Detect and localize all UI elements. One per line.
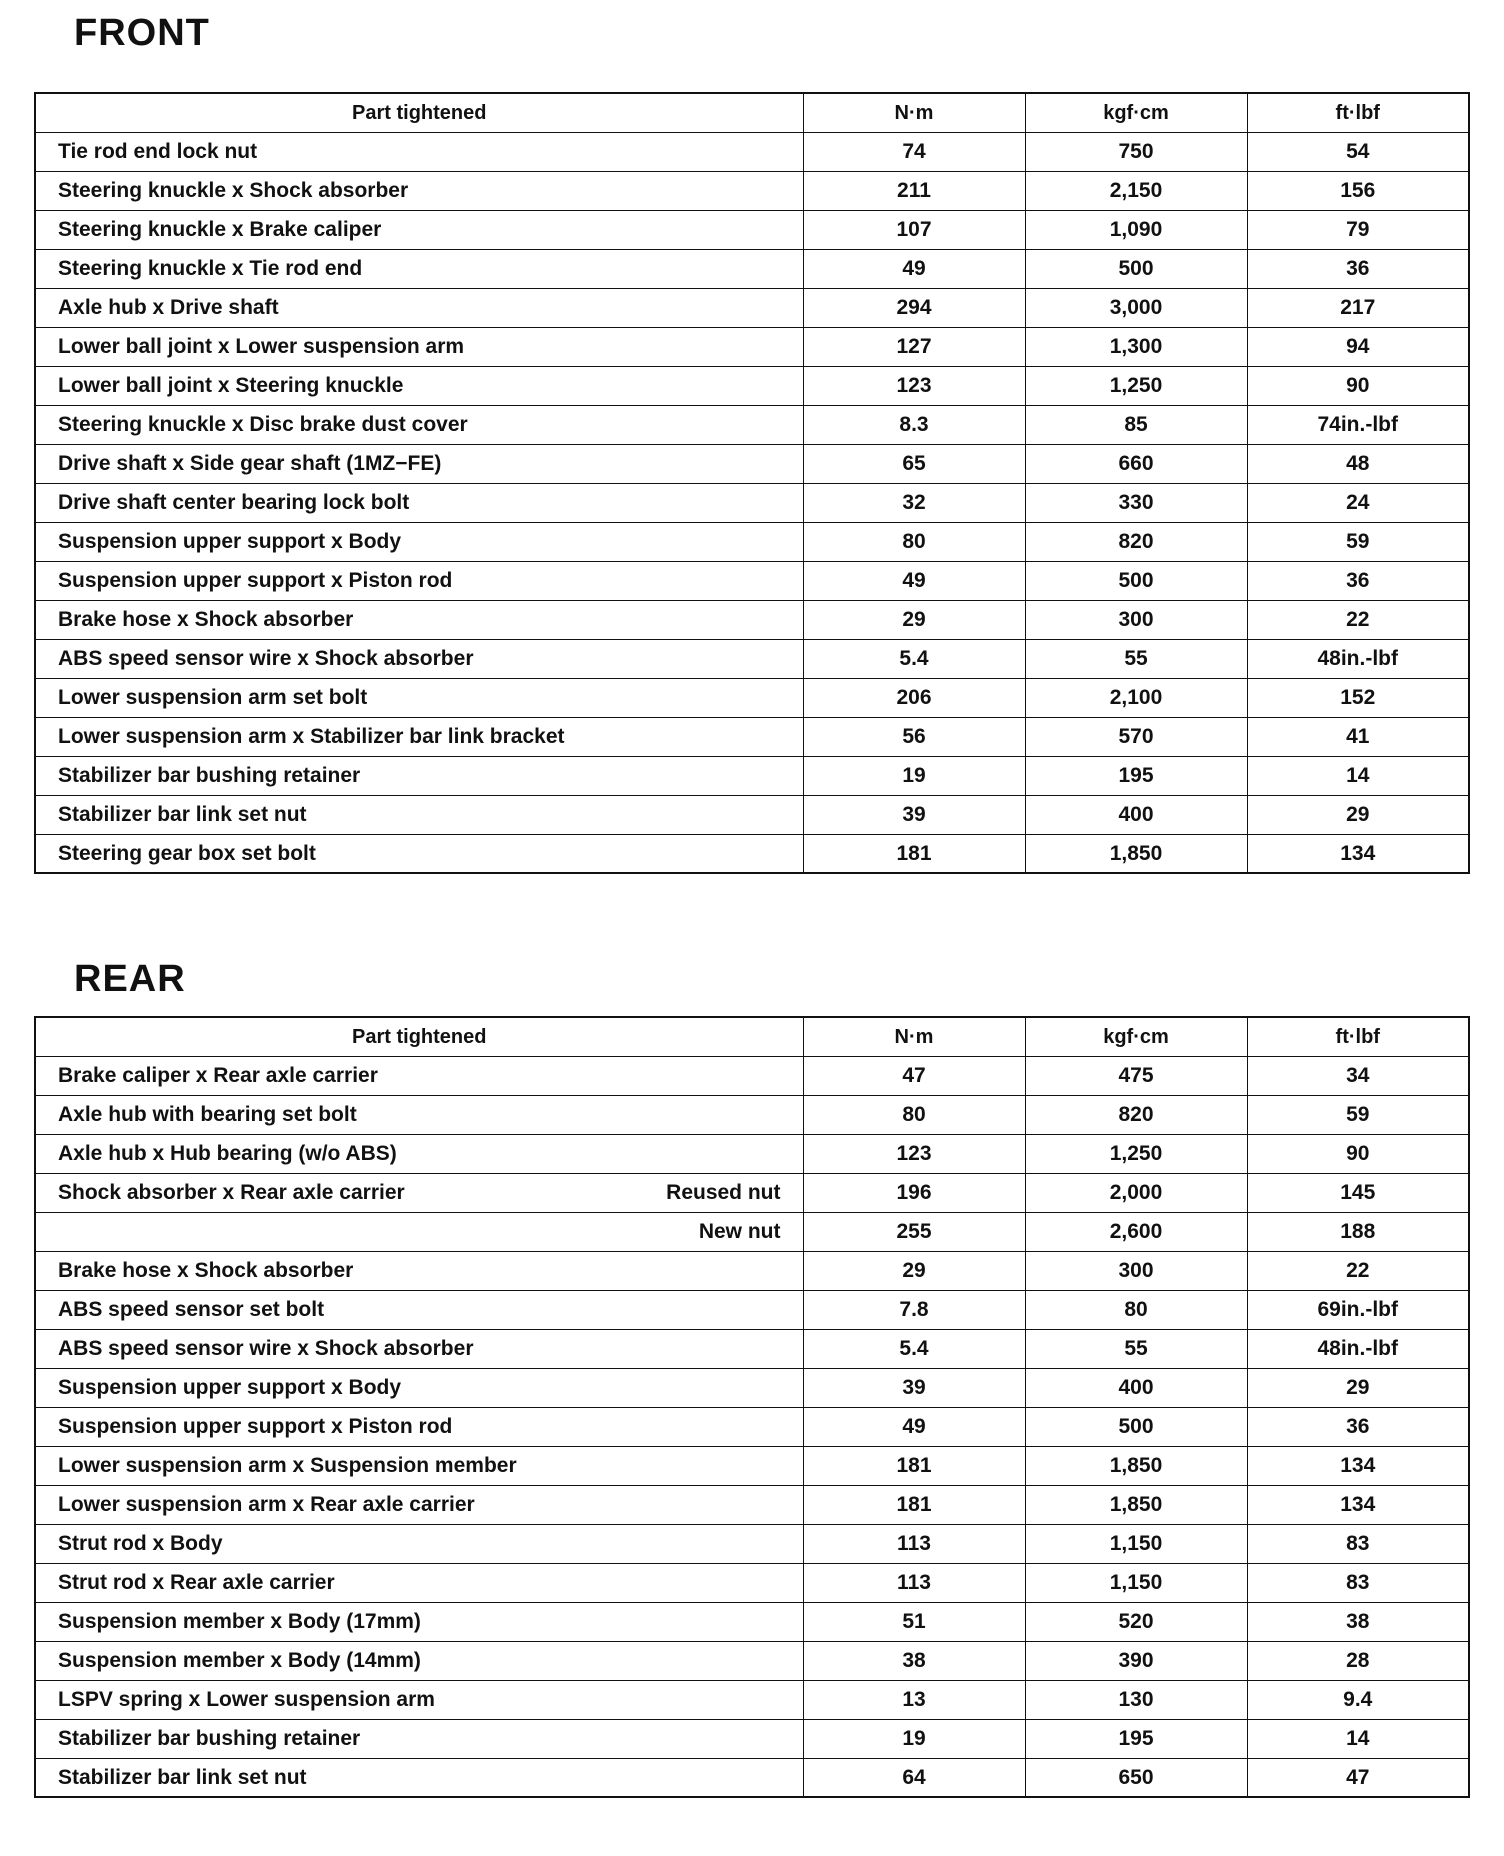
ftlbf-value-cell: 83 xyxy=(1247,1563,1469,1602)
part-tightened-cell: Drive shaft x Side gear shaft (1MZ−FE) xyxy=(35,444,803,483)
ftlbf-value-cell: 38 xyxy=(1247,1602,1469,1641)
ftlbf-value-cell: 59 xyxy=(1247,522,1469,561)
nm-value-cell: 19 xyxy=(803,1719,1025,1758)
kgfcm-value-cell: 2,100 xyxy=(1025,678,1247,717)
ftlbf-value-cell: 156 xyxy=(1247,171,1469,210)
nm-value-cell: 5.4 xyxy=(803,639,1025,678)
ftlbf-value-cell: 188 xyxy=(1247,1212,1469,1251)
nm-value-cell: 107 xyxy=(803,210,1025,249)
nm-value-cell: 294 xyxy=(803,288,1025,327)
nm-value-cell: 64 xyxy=(803,1758,1025,1797)
kgfcm-value-cell: 2,000 xyxy=(1025,1173,1247,1212)
ftlbf-value-cell: 134 xyxy=(1247,834,1469,873)
ftlbf-value-cell: 74in.-lbf xyxy=(1247,405,1469,444)
table-row xyxy=(35,1719,1469,1758)
part-tightened-cell: Drive shaft center bearing lock bolt xyxy=(35,483,803,522)
table-row xyxy=(35,1524,1469,1563)
ftlbf-value-cell: 36 xyxy=(1247,249,1469,288)
table-row xyxy=(35,210,1469,249)
part-tightened-cell: Suspension upper support x Body xyxy=(35,1368,803,1407)
part-tightened-cell: Suspension upper support x Piston rod xyxy=(35,1407,803,1446)
nm-value-cell: 8.3 xyxy=(803,405,1025,444)
kgfcm-value-cell: 1,150 xyxy=(1025,1563,1247,1602)
part-tightened-cell: Strut rod x Body xyxy=(35,1524,803,1563)
kgfcm-value-cell: 1,090 xyxy=(1025,210,1247,249)
table-row xyxy=(35,132,1469,171)
nm-value-cell: 65 xyxy=(803,444,1025,483)
header-part-tightened: Part tightened xyxy=(35,93,803,132)
ftlbf-value-cell: 69in.-lbf xyxy=(1247,1290,1469,1329)
table-row xyxy=(35,756,1469,795)
part-tightened-cell: Suspension member x Body (14mm) xyxy=(35,1641,803,1680)
kgfcm-value-cell: 80 xyxy=(1025,1290,1247,1329)
kgfcm-value-cell: 390 xyxy=(1025,1641,1247,1680)
kgfcm-value-cell: 3,000 xyxy=(1025,288,1247,327)
nm-value-cell: 7.8 xyxy=(803,1290,1025,1329)
table-row xyxy=(35,834,1469,873)
table-row xyxy=(35,1407,1469,1446)
front-table-body xyxy=(35,132,1469,873)
table-row xyxy=(35,1602,1469,1641)
part-tightened-cell: Steering gear box set bolt xyxy=(35,834,803,873)
part-note: Reused nut xyxy=(666,1181,781,1204)
nm-value-cell: 255 xyxy=(803,1212,1025,1251)
nm-value-cell: 80 xyxy=(803,522,1025,561)
part-tightened-cell: ABS speed sensor wire x Shock absorber xyxy=(35,1329,803,1368)
kgfcm-value-cell: 500 xyxy=(1025,1407,1247,1446)
table-row xyxy=(35,1056,1469,1095)
rear-table-body xyxy=(35,1056,1469,1797)
nm-value-cell: 211 xyxy=(803,171,1025,210)
ftlbf-value-cell: 54 xyxy=(1247,132,1469,171)
ftlbf-value-cell: 36 xyxy=(1247,561,1469,600)
part-tightened-cell: Lower suspension arm x Suspension member xyxy=(35,1446,803,1485)
table-row xyxy=(35,600,1469,639)
kgfcm-value-cell: 195 xyxy=(1025,756,1247,795)
table-row xyxy=(35,1212,1469,1251)
part-tightened-cell: Lower suspension arm set bolt xyxy=(35,678,803,717)
kgfcm-value-cell: 300 xyxy=(1025,600,1247,639)
table-row xyxy=(35,561,1469,600)
table-row xyxy=(35,522,1469,561)
table-row xyxy=(35,1134,1469,1173)
nm-value-cell: 13 xyxy=(803,1680,1025,1719)
ftlbf-value-cell: 24 xyxy=(1247,483,1469,522)
table-row xyxy=(35,1485,1469,1524)
kgfcm-value-cell: 1,300 xyxy=(1025,327,1247,366)
part-tightened-cell: Brake caliper x Rear axle carrier xyxy=(35,1056,803,1095)
kgfcm-value-cell: 55 xyxy=(1025,1329,1247,1368)
kgfcm-value-cell: 660 xyxy=(1025,444,1247,483)
nm-value-cell: 113 xyxy=(803,1524,1025,1563)
header-part-tightened: Part tightened xyxy=(35,1017,803,1056)
part-tightened-cell: Brake hose x Shock absorber xyxy=(35,600,803,639)
rear-torque-table xyxy=(34,1016,1470,1798)
ftlbf-value-cell: 29 xyxy=(1247,1368,1469,1407)
ftlbf-value-cell: 41 xyxy=(1247,717,1469,756)
part-tightened-cell: Steering knuckle x Shock absorber xyxy=(35,171,803,210)
part-tightened-cell: Stabilizer bar link set nut xyxy=(35,795,803,834)
nm-value-cell: 74 xyxy=(803,132,1025,171)
kgfcm-value-cell: 2,600 xyxy=(1025,1212,1247,1251)
kgfcm-value-cell: 820 xyxy=(1025,522,1247,561)
ftlbf-value-cell: 90 xyxy=(1247,1134,1469,1173)
part-note: New nut xyxy=(698,1220,781,1243)
nm-value-cell: 49 xyxy=(803,1407,1025,1446)
kgfcm-value-cell: 570 xyxy=(1025,717,1247,756)
table-row xyxy=(35,678,1469,717)
table-row xyxy=(35,1758,1469,1797)
table-row xyxy=(35,249,1469,288)
ftlbf-value-cell: 152 xyxy=(1247,678,1469,717)
ftlbf-value-cell: 22 xyxy=(1247,1251,1469,1290)
nm-value-cell: 49 xyxy=(803,249,1025,288)
table-row xyxy=(35,171,1469,210)
header-ftlbf: ft·lbf xyxy=(1247,1017,1469,1056)
nm-value-cell: 47 xyxy=(803,1056,1025,1095)
nm-value-cell: 5.4 xyxy=(803,1329,1025,1368)
nm-value-cell: 38 xyxy=(803,1641,1025,1680)
part-tightened-cell xyxy=(35,1212,803,1251)
nm-value-cell: 206 xyxy=(803,678,1025,717)
kgfcm-value-cell: 85 xyxy=(1025,405,1247,444)
kgfcm-value-cell: 1,150 xyxy=(1025,1524,1247,1563)
table-row xyxy=(35,1329,1469,1368)
table-header-row xyxy=(35,1017,1469,1056)
kgfcm-value-cell: 650 xyxy=(1025,1758,1247,1797)
table-row xyxy=(35,1368,1469,1407)
nm-value-cell: 80 xyxy=(803,1095,1025,1134)
ftlbf-value-cell: 48 xyxy=(1247,444,1469,483)
part-tightened-cell: Suspension upper support x Piston rod xyxy=(35,561,803,600)
ftlbf-value-cell: 94 xyxy=(1247,327,1469,366)
ftlbf-value-cell: 34 xyxy=(1247,1056,1469,1095)
table-row xyxy=(35,1290,1469,1329)
part-tightened-cell: LSPV spring x Lower suspension arm xyxy=(35,1680,803,1719)
ftlbf-value-cell: 59 xyxy=(1247,1095,1469,1134)
nm-value-cell: 32 xyxy=(803,483,1025,522)
table-row xyxy=(35,1446,1469,1485)
nm-value-cell: 113 xyxy=(803,1563,1025,1602)
ftlbf-value-cell: 217 xyxy=(1247,288,1469,327)
nm-value-cell: 56 xyxy=(803,717,1025,756)
nm-value-cell: 181 xyxy=(803,834,1025,873)
nm-value-cell: 49 xyxy=(803,561,1025,600)
nm-value-cell: 196 xyxy=(803,1173,1025,1212)
kgfcm-value-cell: 500 xyxy=(1025,249,1247,288)
kgfcm-value-cell: 195 xyxy=(1025,1719,1247,1758)
table-row xyxy=(35,1680,1469,1719)
table-row xyxy=(35,444,1469,483)
nm-value-cell: 39 xyxy=(803,795,1025,834)
part-tightened-cell: Axle hub with bearing set bolt xyxy=(35,1095,803,1134)
kgfcm-value-cell: 300 xyxy=(1025,1251,1247,1290)
ftlbf-value-cell: 22 xyxy=(1247,600,1469,639)
part-name: Shock absorber x Rear axle carrier xyxy=(58,1181,405,1204)
nm-value-cell: 123 xyxy=(803,1134,1025,1173)
table-row xyxy=(35,366,1469,405)
part-tightened-cell: Axle hub x Drive shaft xyxy=(35,288,803,327)
kgfcm-value-cell: 820 xyxy=(1025,1095,1247,1134)
part-tightened-cell: Suspension upper support x Body xyxy=(35,522,803,561)
part-tightened-cell: Steering knuckle x Brake caliper xyxy=(35,210,803,249)
table-row xyxy=(35,1095,1469,1134)
rear-section-title: REAR xyxy=(74,958,186,1000)
part-tightened-cell: Lower suspension arm x Stabilizer bar link bracket xyxy=(35,717,803,756)
ftlbf-value-cell: 83 xyxy=(1247,1524,1469,1563)
kgfcm-value-cell: 130 xyxy=(1025,1680,1247,1719)
nm-value-cell: 51 xyxy=(803,1602,1025,1641)
ftlbf-value-cell: 79 xyxy=(1247,210,1469,249)
kgfcm-value-cell: 1,850 xyxy=(1025,834,1247,873)
kgfcm-value-cell: 1,250 xyxy=(1025,366,1247,405)
header-ftlbf: ft·lbf xyxy=(1247,93,1469,132)
ftlbf-value-cell: 90 xyxy=(1247,366,1469,405)
kgfcm-value-cell: 400 xyxy=(1025,795,1247,834)
table-row xyxy=(35,327,1469,366)
front-section-title: FRONT xyxy=(74,12,210,54)
table-row xyxy=(35,1173,1469,1212)
nm-value-cell: 127 xyxy=(803,327,1025,366)
part-tightened-cell: Lower suspension arm x Rear axle carrier xyxy=(35,1485,803,1524)
part-tightened-cell: ABS speed sensor wire x Shock absorber xyxy=(35,639,803,678)
ftlbf-value-cell: 36 xyxy=(1247,1407,1469,1446)
kgfcm-value-cell: 1,250 xyxy=(1025,1134,1247,1173)
ftlbf-value-cell: 14 xyxy=(1247,1719,1469,1758)
kgfcm-value-cell: 750 xyxy=(1025,132,1247,171)
kgfcm-value-cell: 2,150 xyxy=(1025,171,1247,210)
table-row xyxy=(35,405,1469,444)
part-tightened-cell: Suspension member x Body (17mm) xyxy=(35,1602,803,1641)
kgfcm-value-cell: 55 xyxy=(1025,639,1247,678)
kgfcm-value-cell: 1,850 xyxy=(1025,1446,1247,1485)
part-tightened-cell: Axle hub x Hub bearing (w/o ABS) xyxy=(35,1134,803,1173)
table-row xyxy=(35,483,1469,522)
ftlbf-value-cell: 9.4 xyxy=(1247,1680,1469,1719)
part-tightened-cell: ABS speed sensor set bolt xyxy=(35,1290,803,1329)
part-tightened-cell: Brake hose x Shock absorber xyxy=(35,1251,803,1290)
ftlbf-value-cell: 29 xyxy=(1247,795,1469,834)
nm-value-cell: 181 xyxy=(803,1485,1025,1524)
table-row xyxy=(35,1641,1469,1680)
table-header-row xyxy=(35,93,1469,132)
table-row xyxy=(35,717,1469,756)
header-kgfcm: kgf·cm xyxy=(1025,93,1247,132)
table-row xyxy=(35,795,1469,834)
header-kgfcm: kgf·cm xyxy=(1025,1017,1247,1056)
nm-value-cell: 181 xyxy=(803,1446,1025,1485)
kgfcm-value-cell: 500 xyxy=(1025,561,1247,600)
part-tightened-cell: Stabilizer bar bushing retainer xyxy=(35,1719,803,1758)
front-torque-table xyxy=(34,92,1470,874)
kgfcm-value-cell: 475 xyxy=(1025,1056,1247,1095)
nm-value-cell: 19 xyxy=(803,756,1025,795)
nm-value-cell: 29 xyxy=(803,600,1025,639)
nm-value-cell: 123 xyxy=(803,366,1025,405)
part-tightened-cell: Steering knuckle x Disc brake dust cover xyxy=(35,405,803,444)
table-row xyxy=(35,1563,1469,1602)
ftlbf-value-cell: 47 xyxy=(1247,1758,1469,1797)
table-row xyxy=(35,1251,1469,1290)
part-tightened-cell: Strut rod x Rear axle carrier xyxy=(35,1563,803,1602)
kgfcm-value-cell: 330 xyxy=(1025,483,1247,522)
part-tightened-cell: Stabilizer bar link set nut xyxy=(35,1758,803,1797)
table-row xyxy=(35,639,1469,678)
part-tightened-cell: Steering knuckle x Tie rod end xyxy=(35,249,803,288)
kgfcm-value-cell: 400 xyxy=(1025,1368,1247,1407)
ftlbf-value-cell: 48in.-lbf xyxy=(1247,1329,1469,1368)
part-tightened-cell: Lower ball joint x Lower suspension arm xyxy=(35,327,803,366)
nm-value-cell: 29 xyxy=(803,1251,1025,1290)
kgfcm-value-cell: 1,850 xyxy=(1025,1485,1247,1524)
header-nm: N·m xyxy=(803,1017,1025,1056)
ftlbf-value-cell: 14 xyxy=(1247,756,1469,795)
ftlbf-value-cell: 145 xyxy=(1247,1173,1469,1212)
part-tightened-cell xyxy=(35,1173,803,1212)
ftlbf-value-cell: 28 xyxy=(1247,1641,1469,1680)
part-tightened-cell: Lower ball joint x Steering knuckle xyxy=(35,366,803,405)
nm-value-cell: 39 xyxy=(803,1368,1025,1407)
table-row xyxy=(35,288,1469,327)
header-nm: N·m xyxy=(803,93,1025,132)
ftlbf-value-cell: 134 xyxy=(1247,1446,1469,1485)
part-tightened-cell: Tie rod end lock nut xyxy=(35,132,803,171)
ftlbf-value-cell: 134 xyxy=(1247,1485,1469,1524)
part-tightened-cell: Stabilizer bar bushing retainer xyxy=(35,756,803,795)
kgfcm-value-cell: 520 xyxy=(1025,1602,1247,1641)
ftlbf-value-cell: 48in.-lbf xyxy=(1247,639,1469,678)
